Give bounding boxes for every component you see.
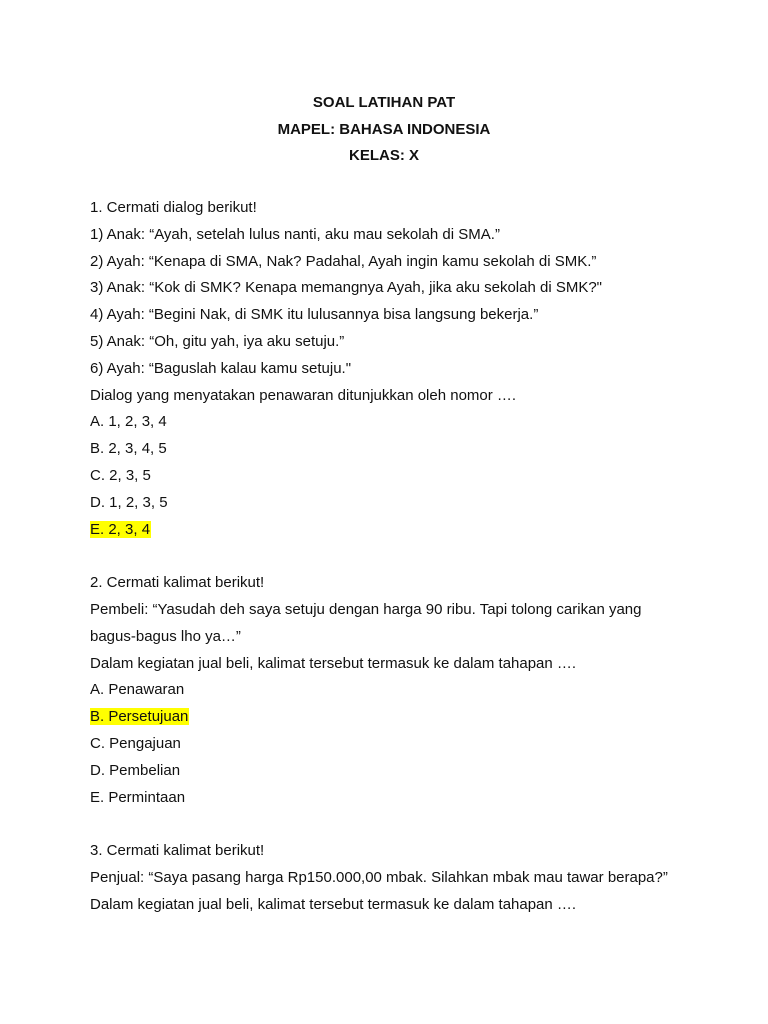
spacer bbox=[90, 811, 690, 838]
question-2-option-e: E. Permintaan bbox=[90, 788, 186, 806]
document-title: SOAL LATIHAN PAT bbox=[312, 94, 456, 111]
dialog-line-5: 5) Anak: “Oh, gitu yah, iya aku setuju.” bbox=[90, 332, 345, 350]
question-2-option-a: A. Penawaran bbox=[90, 681, 185, 699]
question-3-prompt: 3. Cermati kalimat berikut! bbox=[90, 842, 265, 860]
dialog-line-2: 2) Ayah: “Kenapa di SMA, Nak? Padahal, Ayah ingin kamu sekolah di SMK.” bbox=[90, 252, 597, 270]
class-label: KELAS: X bbox=[348, 147, 419, 164]
question-3-quote-line-1: Penjual: “Saya pasang harga Rp150.000,00 mbak. Silahkan mbak mau tawar berapa?” bbox=[90, 868, 668, 886]
dialog-line-6: 6) Ayah: “Baguslah kalau kamu setuju." bbox=[90, 359, 352, 377]
document-header bbox=[0, 90, 768, 170]
question-2-text: Dalam kegiatan jual beli, kalimat tersebut termasuk ke dalam tahapan …. bbox=[90, 654, 577, 672]
spacer bbox=[90, 543, 690, 570]
question-1 bbox=[90, 195, 690, 543]
question-3-text: Dalam kegiatan jual beli, kalimat tersebut termasuk ke dalam tahapan …. bbox=[90, 895, 577, 913]
subject-label: MAPEL: BAHASA INDONESIA bbox=[277, 120, 491, 138]
question-2-option-b-row bbox=[90, 704, 690, 731]
question-2-quote-line-1: Pembeli: “Yasudah deh saya setuju dengan harga 90 ribu. Tapi tolong carikan yang bbox=[90, 600, 642, 618]
question-1-option-e-row bbox=[90, 517, 690, 544]
question-1-prompt: 1. Cermati dialog berikut! bbox=[90, 199, 257, 216]
question-1-option-b: B. 2, 3, 4, 5 bbox=[90, 440, 167, 458]
question-2-prompt: 2. Cermati kalimat berikut! bbox=[90, 574, 265, 592]
dialog-line-1: 1) Anak: “Ayah, setelah lulus nanti, aku mau sekolah di SMA.” bbox=[90, 225, 500, 243]
question-2-option-b-highlighted-answer: B. Persetujuan bbox=[90, 708, 189, 726]
question-2-option-d: D. Pembelian bbox=[90, 761, 181, 779]
question-1-option-e-highlighted-answer: E. 2, 3, 4 bbox=[90, 520, 151, 538]
dialog-line-4: 4) Ayah: “Begini Nak, di SMK itu lulusannya bisa langsung bekerja.” bbox=[90, 306, 539, 324]
question-3 bbox=[90, 838, 690, 918]
question-2-option-c: C. Pengajuan bbox=[90, 734, 181, 752]
dialog-line-3: 3) Anak: “Kok di SMK? Kenapa memangnya Ayah, jika aku sekolah di SMK?" bbox=[90, 279, 602, 297]
question-1-text: Dialog yang menyatakan penawaran ditunjukkan oleh nomor …. bbox=[90, 386, 517, 404]
question-2 bbox=[90, 570, 690, 811]
question-1-option-d: D. 1, 2, 3, 5 bbox=[90, 493, 168, 511]
question-1-option-c: C. 2, 3, 5 bbox=[90, 466, 151, 484]
question-1-option-a: A. 1, 2, 3, 4 bbox=[90, 413, 167, 431]
document-body bbox=[90, 195, 690, 919]
question-2-quote-line-2: bagus-bagus lho ya…” bbox=[90, 627, 241, 645]
